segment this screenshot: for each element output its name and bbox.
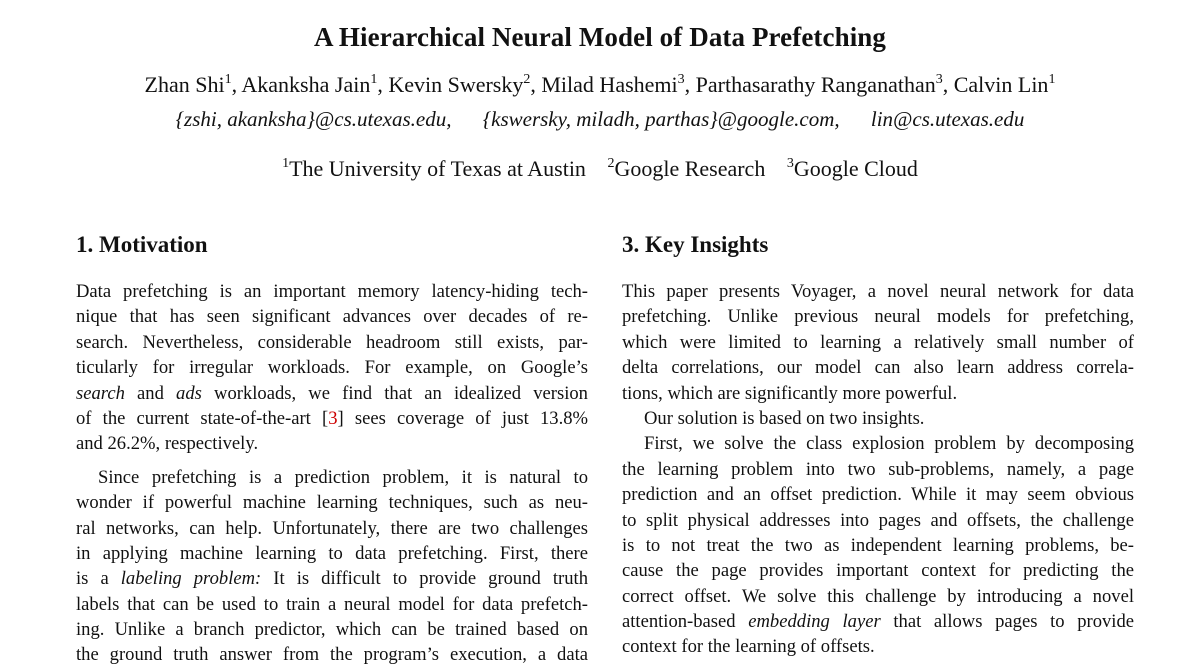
text-line: Our solution is based on two insights. bbox=[644, 407, 925, 429]
text-line bbox=[76, 566, 588, 591]
insights-paragraph-2 bbox=[622, 406, 1134, 431]
affiliation-number: 1 bbox=[282, 155, 290, 171]
paper-title: A Hierarchical Neural Model of Data Prefetching bbox=[313, 22, 887, 52]
affiliation-number: 3 bbox=[786, 155, 794, 171]
emphasis-search: search bbox=[76, 382, 125, 404]
motivation-paragraph-2 bbox=[76, 465, 588, 668]
text-line: search. Nevertheless, considerable headroom still exists, par- bbox=[76, 331, 588, 353]
text-line: ticularly for irregular workloads. For example, on Google’s bbox=[76, 357, 588, 379]
text-fragment: and bbox=[124, 382, 177, 404]
insights-paragraph-1 bbox=[622, 279, 1134, 406]
affiliation-name: The University of Texas at Austin bbox=[289, 156, 586, 181]
citation-link[interactable]: 3 bbox=[328, 407, 338, 429]
affiliation-name: Google Research bbox=[614, 156, 766, 181]
text-line: the ground truth answer from the program’s execution, a data bbox=[76, 644, 588, 666]
text-fragment: attention-based bbox=[622, 611, 749, 633]
author-name: Kevin Swersky bbox=[388, 72, 524, 97]
text-line: the learning problem into two sub-problems, namely, a page bbox=[622, 458, 1134, 480]
text-line: First, we solve the class explosion problem by decomposing bbox=[644, 433, 1134, 455]
author-name: Zhan Shi bbox=[144, 72, 225, 97]
left-column bbox=[76, 232, 588, 668]
author-affil-mark: 1 bbox=[224, 71, 232, 87]
affiliation-item bbox=[787, 156, 918, 181]
text-fragment: workloads, we find that an idealized version bbox=[201, 382, 588, 404]
text-line: context for the learning of offsets. bbox=[622, 636, 875, 658]
text-line: nique that has seen significant advances over decades of re- bbox=[76, 306, 588, 328]
author-affil-mark: 1 bbox=[370, 71, 378, 87]
affiliation-item bbox=[282, 156, 586, 181]
text-line: ing. Unlike a branch predictor, which can be trained based on bbox=[76, 619, 588, 641]
right-column bbox=[622, 232, 1134, 660]
text-fragment: is a bbox=[76, 568, 121, 590]
text-fragment: that allows pages to provide bbox=[880, 611, 1135, 633]
author-emails bbox=[0, 107, 1200, 132]
text-line: delta correlations, our model can also learn address correla- bbox=[622, 357, 1134, 379]
affiliation-number: 2 bbox=[607, 155, 615, 171]
text-fragment: ] sees coverage of just 13.8% bbox=[337, 407, 588, 429]
text-line: cause the page provides important context for predicting the bbox=[622, 560, 1134, 582]
author-affil-mark: 2 bbox=[523, 71, 531, 87]
insights-paragraph-3 bbox=[622, 431, 1134, 660]
author-list: Zhan Shi$^1$, Akanksha Jain$^1$, Kevin Swersky$^2$, Milad Hashemi$^3$, Parthasarathy Ranganathan$^3$, Calvin Lin$^1$ bbox=[144, 71, 1056, 97]
text-line: Since prefetching is a prediction problem, it is natural to bbox=[98, 466, 588, 488]
text-line: Data prefetching is an important memory latency-hiding tech- bbox=[76, 281, 588, 302]
affiliation-item bbox=[607, 156, 765, 181]
author-affil-mark: 1 bbox=[1048, 71, 1056, 87]
email-lin[interactable]: lin@cs.utexas.edu bbox=[870, 107, 1025, 131]
author-affil-mark: 3 bbox=[677, 71, 685, 87]
text-line: and 26.2%, respectively. bbox=[76, 433, 259, 455]
text-line: correct offset. We solve this challenge by introducing a novel bbox=[622, 585, 1134, 607]
text-line: wonder if powerful machine learning techniques, such as neu- bbox=[76, 492, 588, 514]
affiliations bbox=[0, 156, 1200, 182]
text-line: tions, which are significantly more powerful. bbox=[622, 382, 958, 404]
text-line: This paper presents Voyager, a novel neural network for data bbox=[622, 281, 1134, 302]
text-fragment: of the current state-of-the-art [ bbox=[76, 407, 329, 429]
text-line bbox=[76, 406, 588, 431]
text-line: to split physical addresses into pages and offsets, the challenge bbox=[622, 509, 1134, 531]
text-line bbox=[622, 609, 1134, 634]
text-line: prefetching. Unlike previous neural models for prefetching, bbox=[622, 306, 1134, 328]
text-line: which were limited to learning a relatively small number of bbox=[622, 331, 1134, 353]
section-heading-motivation: 1. Motivation bbox=[76, 232, 208, 257]
motivation-paragraph-1 bbox=[76, 279, 588, 457]
text-line bbox=[76, 381, 588, 406]
author-affil-mark: 3 bbox=[935, 71, 943, 87]
author-name: Parthasarathy Ranganathan bbox=[695, 72, 936, 97]
text-line: ral networks, can help. Unfortunately, there are two challenges bbox=[76, 517, 588, 539]
emphasis-embedding-layer: embedding layer bbox=[748, 611, 881, 633]
text-line: is to not treat the two as independent learning problems, be- bbox=[622, 534, 1134, 556]
author-name: Milad Hashemi bbox=[541, 72, 678, 97]
text-line: in applying machine learning to data prefetching. First, there bbox=[76, 542, 588, 564]
author-name: Calvin Lin bbox=[953, 72, 1049, 97]
author-name: Akanksha Jain bbox=[241, 72, 371, 97]
email-utexas-group[interactable]: {zshi, akanksha}@cs.utexas.edu, bbox=[175, 107, 452, 131]
paragraph-gap bbox=[76, 457, 588, 465]
text-line: prediction and an offset prediction. While it may seem obvious bbox=[622, 484, 1134, 506]
affiliation-name: Google Cloud bbox=[793, 156, 918, 181]
section-heading-key-insights: 3. Key Insights bbox=[622, 232, 769, 257]
emphasis-labeling-problem: labeling problem: bbox=[120, 568, 262, 590]
email-google-group[interactable]: {kswersky, miladh, parthas}@google.com, bbox=[482, 107, 840, 131]
text-fragment: It is difficult to provide ground truth bbox=[261, 568, 588, 590]
emphasis-ads: ads bbox=[176, 382, 202, 404]
text-line: labels that can be used to train a neural model for data prefetch- bbox=[76, 593, 588, 615]
